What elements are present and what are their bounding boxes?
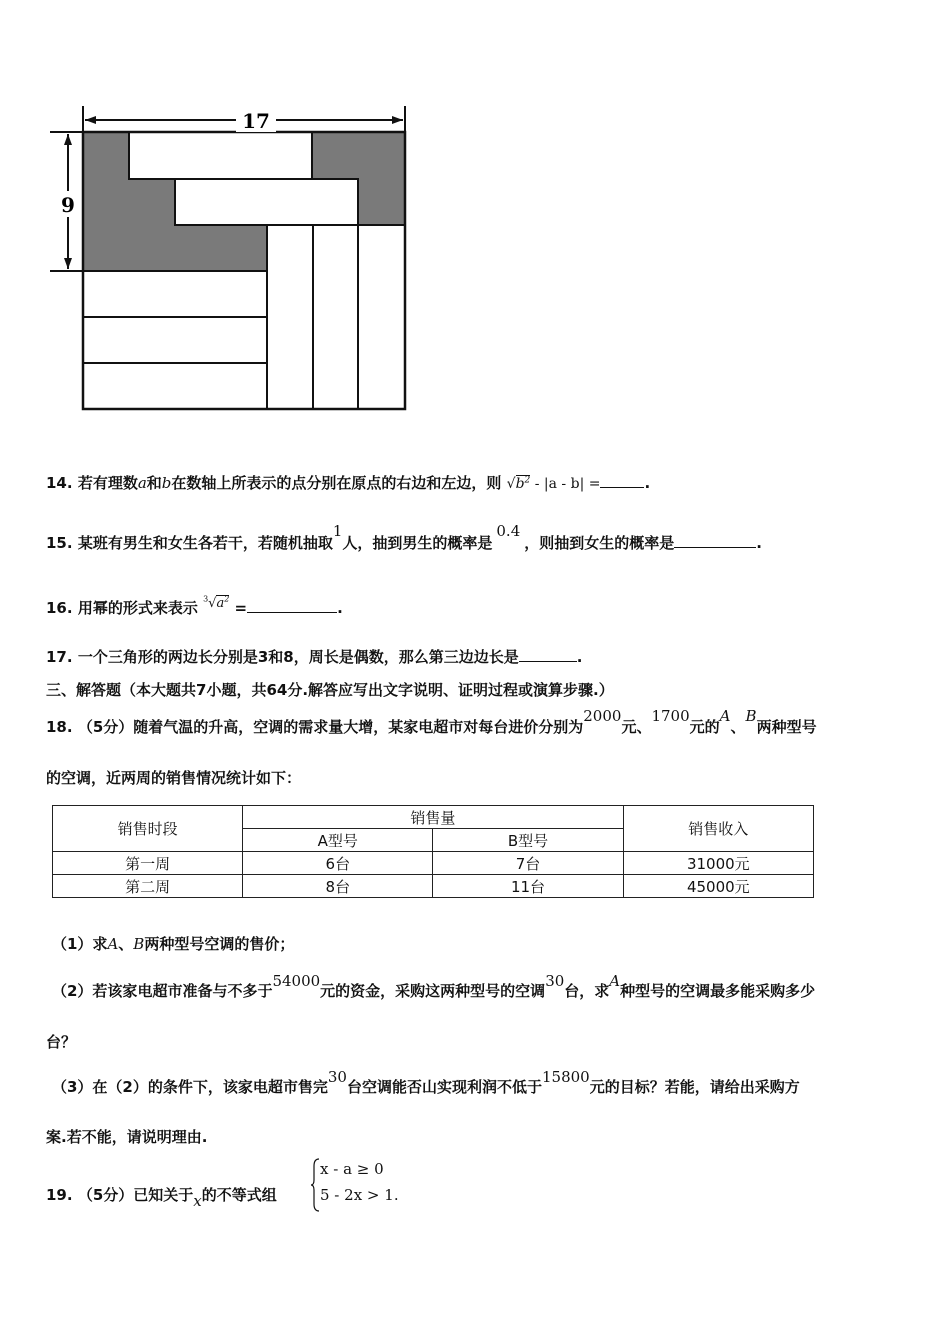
q14-answer-blank[interactable] bbox=[600, 473, 644, 488]
question-14: 14. 若有理数a和b在数轴上所表示的点分别在原点的右边和左边，则 $√b^2 - |a - b|$ = . bbox=[46, 474, 651, 492]
white-row-3 bbox=[83, 363, 267, 409]
white-row-2 bbox=[83, 317, 267, 363]
question-19: 19. （5分）已知关于x的不等式组 bbox=[46, 1186, 277, 1210]
question-17: 17. 一个三角形的两边长分别是3和8，周长是偶数，那么第三边边长是 . bbox=[46, 648, 583, 666]
q14-expression: $√b^2 - |a - b|$ = bbox=[506, 475, 601, 492]
sales-table bbox=[52, 805, 814, 898]
q18-line2: 的空调，近两周的销售情况统计如下： bbox=[46, 769, 302, 787]
question-15: 15. 某班有男生和女生各若干，若随机抽取1人，抽到男生的概率是0.4，则抽到女生的概率是 . bbox=[46, 522, 762, 552]
question-18: 18. （5分）随着气温的升高，空调的需求量大增，某家电超市对每台进价分别为2000元、1700元的A、B两种型号 bbox=[46, 707, 817, 736]
q18-sub2-line2: 台？ bbox=[46, 1033, 77, 1051]
white-bar-top bbox=[129, 132, 312, 179]
q18-sub3-line2: 案.若不能，请说明理由. bbox=[46, 1128, 208, 1146]
white-col-3 bbox=[358, 225, 405, 409]
table-row: 第二周 8台 11台 45000元 bbox=[53, 875, 814, 898]
question-16: 16. 用幂的形式来表示 $^3√a^2$ = . bbox=[46, 594, 343, 617]
header-model-a: A型号 bbox=[243, 829, 433, 852]
header-model-b: B型号 bbox=[433, 829, 623, 852]
q16-answer-blank[interactable] bbox=[247, 598, 337, 613]
white-col-1 bbox=[267, 225, 313, 409]
header-income: 销售收入 bbox=[623, 806, 813, 852]
q16-radical: $^3√a^2$ bbox=[203, 594, 230, 611]
header-quantity: 销售量 bbox=[243, 806, 623, 829]
white-row-1 bbox=[83, 271, 267, 317]
white-bar-middle bbox=[175, 179, 358, 225]
white-col-2 bbox=[313, 225, 358, 409]
q18-sub1: （1）求A、B两种型号空调的售价； bbox=[52, 935, 295, 953]
width-label: 17 bbox=[242, 109, 270, 133]
header-period: 销售时段 bbox=[53, 806, 243, 852]
table-row: 第一周 6台 7台 31000元 bbox=[53, 852, 814, 875]
rectangle-puzzle-figure bbox=[40, 100, 420, 420]
q17-answer-blank[interactable] bbox=[519, 647, 577, 662]
q14-number: 14. bbox=[46, 474, 73, 492]
height-label: 9 bbox=[61, 193, 75, 217]
q18-sub3: （3）在（2）的条件下，该家电超市售完30台空调能否山实现利润不低于15800元的目标？若能，请给出采购方 bbox=[52, 1068, 800, 1096]
q19-inequality-2: 5 - 2x > 1. bbox=[320, 1186, 399, 1204]
q18-sub2: （2）若该家电超市准备与不多于54000元的资金，采购这两种型号的空调30台，求A种型号的空调最多能采购多少 bbox=[52, 972, 816, 1000]
q19-brace bbox=[310, 1158, 320, 1212]
q19-inequality-1: x - a ≥ 0 bbox=[320, 1160, 384, 1178]
section-3-title: 三、解答题（本大题共7小题，共64分.解答应写出文字说明、证明过程或演算步骤.） bbox=[46, 681, 614, 699]
q15-answer-blank[interactable] bbox=[674, 533, 756, 548]
